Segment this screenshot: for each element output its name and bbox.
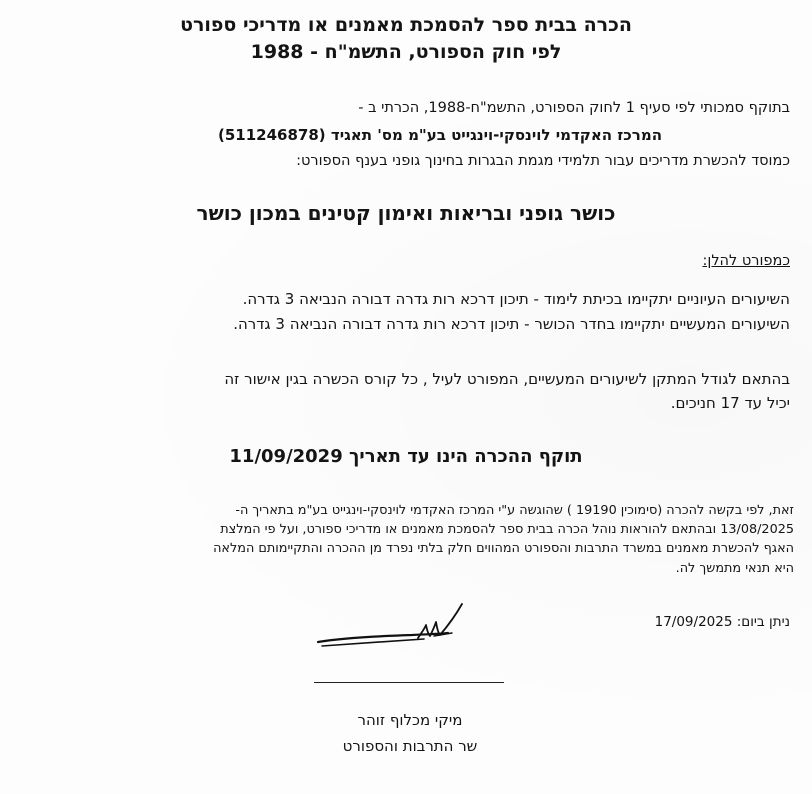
capacity-line-1: בהתאם לגודל המתקן לשיעורים המעשיים, המפורט לעיל , כל קורס הכשרה בגין אישור זה xyxy=(224,370,790,388)
handwritten-signature xyxy=(312,598,482,658)
theory-location: השיעורים העיוניים יתקיימו בכיתת לימוד - תיכון דרכא רות גדרה דבורה הנביאה 3 גדרה. xyxy=(242,290,790,308)
document-title: הכרה בבית ספר להסמכת מאמנים או מדריכי ספורט xyxy=(180,14,632,36)
document-subtitle: לפי חוק הספורט, התשמ"ח - 1988 xyxy=(250,41,562,63)
intro-authority: בתוקף סמכותי לפי סעיף 1 לחוק הספורט, התשמ"ח-1988, הכרתי ב - xyxy=(358,100,790,116)
legal-line-1: זאת, לפי בקשה להכרה (סימוכין 19190 ) שהוגשה ע"י המרכז האקדמי לוינסקי-וינגייט בע"מ בתאריך ה- xyxy=(235,503,794,518)
institution-name: המרכז האקדמי לוינסקי-וינגייט בע"מ מס' תאגיד (511246878) xyxy=(218,126,662,144)
signature-line xyxy=(314,682,504,683)
practical-location: השיעורים המעשיים יתקיימו בחדר הכושר - תיכון דרכא רות גדרה דבורה הנביאה 3 גדרה. xyxy=(233,315,790,333)
legal-line-3: האגף להכשרת מאמנים במשרד התרבות והספורט המהווים חלק בלתי נפרד מן ההכרה והתקיימותם המלאה xyxy=(213,541,794,556)
intro-purpose: כמוסד להכשרת מדריכים עבור תלמידי מגמת הבגרות בחינוך גופני בענף הספורט: xyxy=(296,153,790,169)
signatory-name: מיקי מכלוף זוהר xyxy=(357,711,463,729)
details-heading: כמפורט להלן: xyxy=(702,253,790,269)
legal-line-2: 13/08/2025 ובהתאם להוראות נוהל הכרה בבית ספר להסמכת מאמנים או מדריכי ספורט, ועל פי המלצת xyxy=(220,522,794,537)
validity-statement: תוקף ההכרה הינו עד תאריך 11/09/2029 xyxy=(229,446,583,467)
signatory-title: שר התרבות והספורט xyxy=(342,737,478,755)
capacity-line-2: יכיל עד 17 חניכים. xyxy=(670,394,790,412)
legal-line-4: היא תנאי מתמשך לה. xyxy=(675,561,794,576)
sport-branch-heading: כושר גופני ובריאות ואימון קטינים במכון כושר xyxy=(196,201,616,225)
issue-date: ניתן ביום: 17/09/2025 xyxy=(654,614,790,630)
